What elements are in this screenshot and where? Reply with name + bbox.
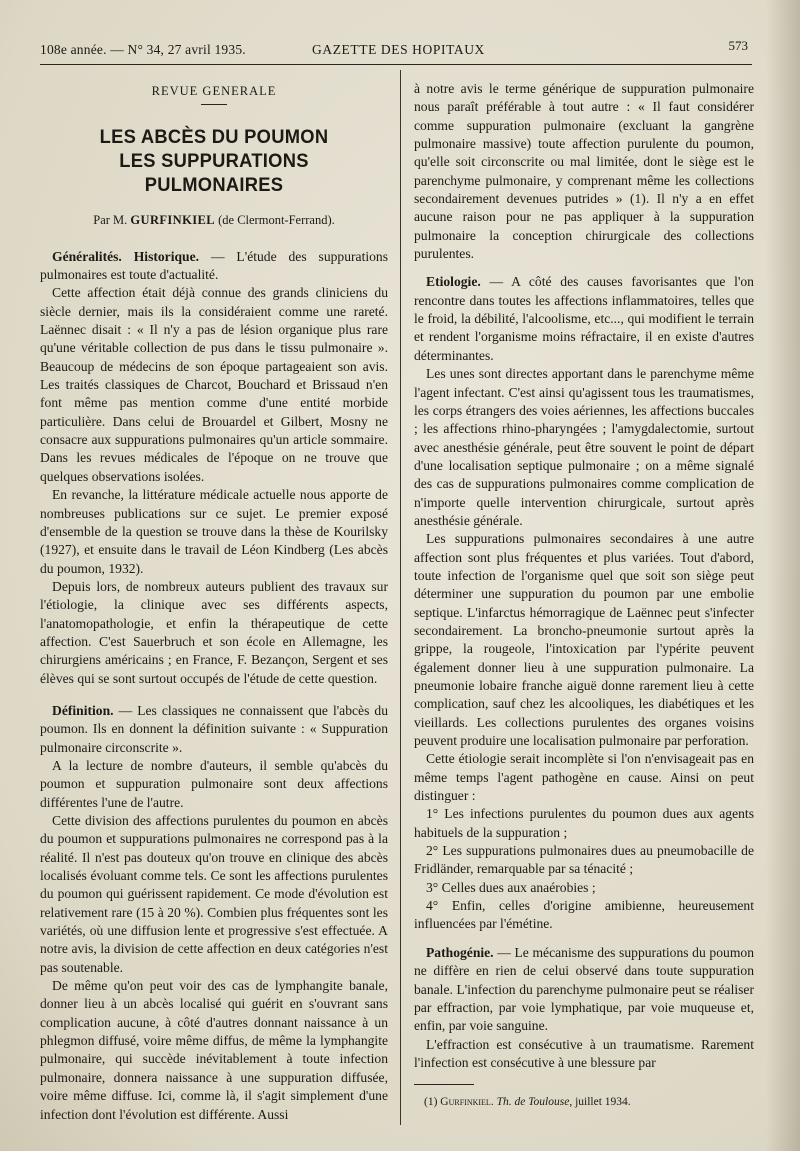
generalites-heading: Généralités. Historique. (52, 248, 200, 264)
footnote-work: Th. de Toulouse, (496, 1096, 573, 1109)
paragraph: Les suppurations pulmonaires secondaires à une autre affection sont plus fréquentes et plus variées. Tout d'abord, toute infection de l'organisme quel que soit son siège peut déterminer une suppuration du poumon par une embolie septique. L'infarctus hémorragique de Laënnec peut s'infecter secondairement. La broncho-pneumonie surtout après la grippe, la rougeole, l'intoxication par l'ypérite peuvent également donner lieu à une suppuration pulmonaire. La pneumonie lobaire franche aiguë donne rarement lieu à cette complication, sauf chez les alcooliques, les diabétiques et les vieillards. Les collections purulentes des organes voisins peuvent produire une localisation pulmonaire par perforation. (414, 531, 754, 749)
paragraph: Cette division des affections purulentes du poumon en abcès du poumon et suppurations pulmonaires ne correspond pas à la réalité. Il n'est pas douteux qu'on trouve en clinique des abcès localisés évoluant comme tels. Ce sont les affections purulentes du poumon qui guérissent rapidement. Ce mode d'évolution est relativement rare (15 à 20 %). Combien plus fréquentes sont les variétés, où une diffusion lente et progressive s'est effectuée. A notre avis, la division de cette affection en deux catégories n'est pas soutenable. (40, 813, 388, 975)
footnote-author: Gurfinkiel. (440, 1096, 494, 1109)
paragraph: L'effraction est consécutive à un traumatisme. Rarement l'infection est consécutive à une blessure par (414, 1036, 754, 1070)
byline-author: GURFINKIEL (130, 213, 215, 228)
pathogenie-heading: Pathogénie. (426, 944, 494, 960)
paragraph: Cette affection était déjà connue des grands cliniciens du siècle dernier, mais ils la considéraient comme une rareté. Laënnec disait : « Il n'y a pas de lésion organique plus rare qu'une véritable collection de pus dans le tissu pulmonaire ». Beaucoup de médecins de son époque partageaient son avis. Les traités classiques de Charcot, Bouchard et Brissaud n'en font même pas mention comme d'une entité morbide particulière. Dans celui de Brouardel et Gilbert, Mosny ne consacre aux suppurations pulmonaires qu'un article sommaire. Dans les revues médicales de l'époque on ne trouve que quelques observations isolées. (40, 285, 388, 484)
etiologie-text: — A côté des causes favorisantes que l'on rencontre dans toutes les affections inflammatoires, telles que le froid, la débilité, l'alcoolisme, etc..., qui modifient le terrain et rendent l'organisme moins réfractaire, il en existe d'autres déterminantes. (414, 274, 754, 363)
paragraph: En revanche, la littérature médicale actuelle nous apporte de nombreuses publications sur ce sujet. Le premier exposé d'ensemble de la question se trouve dans la thèse de Kourilsky (1927), et ensuite dans le travail de Léon Kindberg (Les abcès du poumon, 1932). (40, 487, 388, 576)
definition-text: — Les classiques ne connaissent que l'abcès du poumon. Ils en donnent la définition suivante : « Suppuration pulmonaire circonscrite ». (40, 702, 388, 755)
etiologie-paragraph (414, 273, 754, 365)
footnote-date: juillet 1934. (575, 1096, 631, 1109)
generalites-text: — L'étude des suppurations pulmonaires est toute d'actualité. (40, 248, 389, 283)
section-rule (201, 104, 227, 105)
paragraph: à notre avis le terme générique de suppuration pulmonaire nous paraît préférable à tout autre : « Il faut considérer comme suppuration pulmonaire (excluant la gangrène pulmonaire massive) toute affection purulente du poumon, qu'elle soit circonscrite ou mal limitée, dont le siège est le parenchyme pulmonaire, y comprenant même les collections secondairement devenues putrides » (1). Il n'y a en effet aucune raison pour ne pas appliquer à la suppuration pulmonaire la conception chirurgicale des collections purulentes. (414, 81, 754, 262)
byline-place: (de Clermont-Ferrand). (218, 213, 335, 228)
paragraph: Depuis lors, de nombreux auteurs publient des travaux sur l'étiologie, la clinique avec ses différents aspects, l'anatomopathologie, et enfin la thérapeutique de cette affection. C'est Sauerbruch et son école en Allemagne, les chirurgiens américains ; en France, F. Bezançon, Sergent et ses élèves qui se sont surtout occupés de l'étude de cette question. (40, 578, 388, 686)
spacer (414, 934, 754, 944)
definition-heading: Définition. (52, 702, 114, 718)
publication-title: GAZETTE DES HOPITAUX (312, 42, 485, 57)
right-column (414, 80, 754, 1110)
issue-info: 108e année. — N° 34, 27 avril 1935. (40, 42, 246, 57)
list-item: 1° Les infections purulentes du poumon dues aux agents habituels de la suppuration ; (414, 806, 754, 840)
pathogenie-text: — Le mécanisme des suppurations du poumon ne diffère en rien de celui observé dans toute suppuration banale. L'infection du parenchyme pulmonaire peut se réaliser par effraction, par voie lymphatique, par voie muqueuse et, enfin, par voie sanguine. (414, 944, 754, 1034)
footnote (414, 1095, 754, 1110)
generalites-paragraph (40, 248, 388, 285)
title-line-1: LES ABCÈS DU POUMON (99, 126, 329, 149)
section-title: REVUE GENERALE (151, 84, 277, 98)
paragraph: A la lecture de nombre d'auteurs, il semble qu'abcès du poumon et suppuration pulmonaire sont deux affections différentes l'une de l'autre. (40, 757, 388, 810)
article-title (50, 125, 377, 197)
list-item: 3° Celles dues aux anaérobies ; (426, 879, 596, 895)
list-item: 2° Les suppurations pulmonaires dues au pneumobacille de Fridländer, remarquable par sa ténacité ; (414, 843, 754, 877)
footnote-rule (414, 1084, 474, 1085)
header-rule (40, 64, 752, 65)
column-divider (400, 70, 401, 1125)
spacer (40, 688, 388, 702)
title-line-2: LES SUPPURATIONS PULMONAIRES (119, 150, 309, 197)
paragraph: De même qu'on peut voir des cas de lymphangite banale, donner lieu à un abcès localisé qui guérit en s'ouvrant sans complication aucune, à côté d'autres donnant naissance à un phlegmon diffusé, voire même diffus, de même la lymphangite pulmonaire, qui succède inévitablement à toute infection pulmonaire, donnera naissance à une suppuration diffusée, voire même diffuse. Ici, comme là, il s'agit simplement d'une infection dont l'évolution est différente. Aussi (40, 978, 388, 1122)
footnote-mark: (1) (424, 1096, 438, 1109)
page-edge-shadow (766, 0, 800, 1151)
definition-paragraph (40, 702, 388, 757)
spacer (414, 263, 754, 273)
byline-prefix: Par M. (93, 213, 128, 228)
pathogenie-paragraph (414, 944, 754, 1036)
left-column (40, 82, 388, 1124)
paragraph: Cette étiologie serait incomplète si l'on n'envisageait pas en même temps l'agent pathogène en cause. Ainsi on peut distinguer : (414, 751, 754, 804)
etiologie-heading: Etiologie. (426, 274, 481, 290)
paragraph: Les unes sont directes apportant dans le parenchyme même l'agent infectant. C'est ainsi qu'agissent tous les traumatismes, les corps étrangers des voies aériennes, les affections buccales ; les affections rhino-pharyngées ; l'amygdalectomie, surtout avec anesthésie générale, peut être souvent le point de départ d'une localisation septique pulmonaire ; on a même signalé des cas de suppurations pulmonaires comme complication de n'importe quelle intervention chirurgicale, surtout après anesthésie générale. (414, 366, 754, 528)
page-header (40, 38, 748, 60)
list-item: 4° Enfin, celles d'origine amibienne, heureusement influencées par l'émétine. (414, 898, 754, 932)
byline (40, 211, 388, 229)
page-number: 573 (728, 38, 748, 53)
